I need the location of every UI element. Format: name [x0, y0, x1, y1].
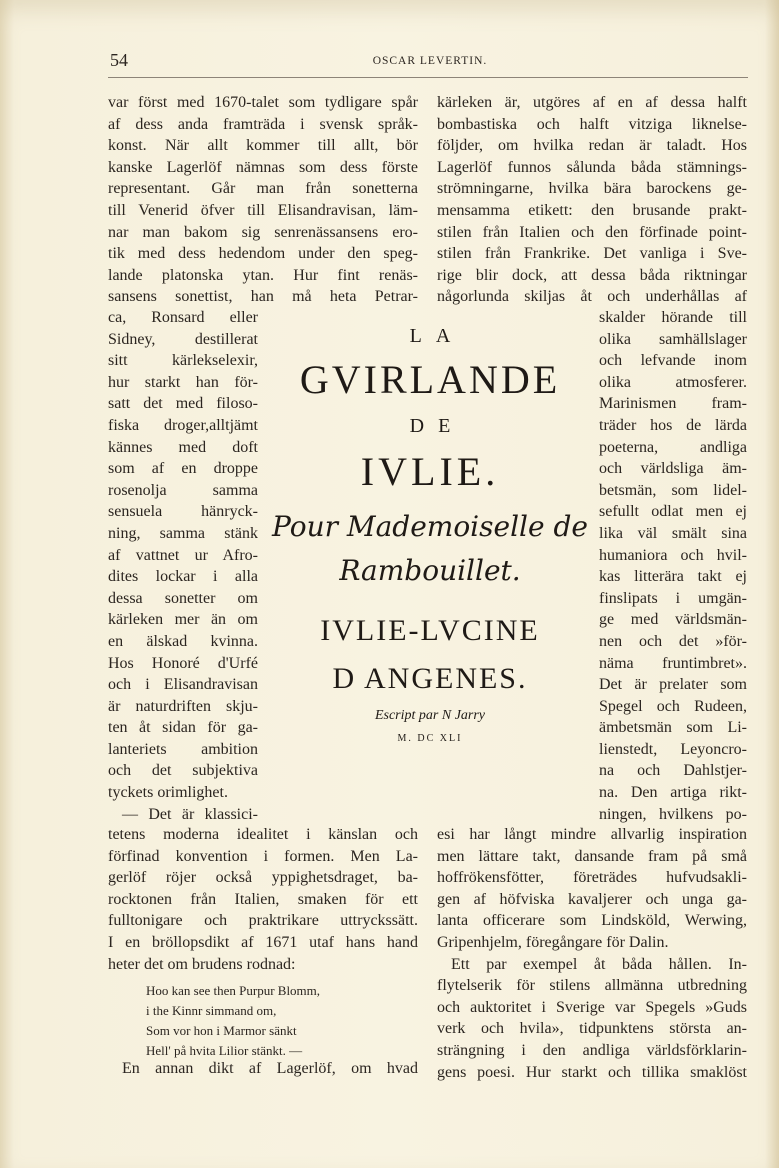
- right-column-bottom: [437, 824, 747, 1083]
- text-line: rige blir dock, att dessa båda riktningar: [437, 266, 747, 284]
- title-line-d-angenes: D ANGENES.: [332, 662, 528, 695]
- text-line: kanske Lagerlöf nämnas som dess förste: [108, 158, 418, 176]
- text-line: lika väl smält sina: [599, 524, 747, 542]
- text-line: dessa sonetter om: [108, 589, 258, 607]
- text-line: hur starkt han för-: [108, 373, 258, 391]
- title-line-la: LA: [409, 325, 465, 347]
- text-line: till Venerid öfver till Elisandravisan, läm-: [108, 201, 418, 219]
- text-line: ningen, hvilkens po-: [599, 805, 747, 823]
- text-line: lienstedt, Leyoncro-: [599, 740, 747, 758]
- text-line: tyckets orimlighet.: [108, 784, 228, 802]
- text-line: ämbetsmän som Li-: [599, 719, 747, 737]
- text-line: af dess anda framträda i svensk språk-: [108, 115, 418, 133]
- text-line: sefullt odlat men ej: [599, 503, 747, 521]
- text-line: Ett par exempel åt båda hållen. In-: [451, 955, 747, 973]
- text-line: en älskad kvinna.: [108, 632, 258, 650]
- text-line: satt det med filoso-: [108, 395, 258, 413]
- title-line-rambouillet: Rambouillet.: [339, 554, 521, 587]
- right-column-narrow: [599, 307, 747, 825]
- text-line: kärleken är, utgöres af en af dessa halft: [437, 94, 747, 111]
- text-line: mensamma etikett: den brusande prakt-: [437, 201, 747, 219]
- right-column-top: [437, 92, 747, 308]
- text-line: En annan dikt af Lagerlöf, om hvad: [122, 1060, 418, 1077]
- text-line: och det subjektiva: [108, 762, 258, 780]
- text-line: förfinad konvention i formen. Men La-: [108, 847, 418, 865]
- text-line: ca, Ronsard eller: [108, 309, 258, 326]
- text-line: humaniora och hvil-: [599, 546, 747, 564]
- text-line: som af en droppe: [108, 460, 258, 478]
- text-line: är naturdriften skju-: [108, 697, 258, 715]
- text-line: betsmän, som lidel-: [599, 481, 747, 499]
- text-line: Marinismen fram-: [599, 395, 747, 413]
- text-line: poeterna, andliga: [599, 438, 747, 456]
- text-line: ge med världsmän-: [599, 611, 747, 629]
- text-line: na. Den artiga rikt-: [599, 784, 747, 802]
- text-line: stilen från Frankrike. Det vanliga i Sve-: [437, 245, 747, 263]
- left-column-bottom: [108, 824, 418, 975]
- text-line: skalder hörande till: [599, 309, 747, 326]
- text-line: gens poesi. Hur starkt och tillika smaklöst: [437, 1063, 747, 1081]
- text-line: I en bröllopsdikt af 1671 utaf hans hand: [108, 933, 418, 951]
- text-line: gen af höfviska kavaljerer och unga ga-: [437, 890, 747, 908]
- text-line: träder hos de lärda: [599, 416, 747, 434]
- text-line: lande platonska ytan. Hur fint renäs-: [108, 266, 418, 284]
- left-column-top: [108, 92, 418, 308]
- title-line-ivlie-lvcine: IVLIE-LVCINE: [320, 614, 540, 647]
- title-year: M. DC XLI: [397, 733, 463, 744]
- text-line: sitt kärlekselexir,: [108, 352, 258, 370]
- text-line: och auktoritet i Sverige var Spegels »Guds: [437, 998, 747, 1016]
- running-head: OSCAR LEVERTIN.: [372, 55, 488, 67]
- title-line-gvirlande: GVIRLANDE: [299, 357, 561, 402]
- poem-line: Hoo kan see then Purpur Blomm,: [146, 983, 321, 998]
- text-line: näma fruntimbret».: [599, 654, 747, 672]
- text-line: nar man bakom sig senrenässansens ero-: [108, 223, 418, 241]
- left-column-narrow: [108, 307, 258, 825]
- page-number: 54: [110, 50, 128, 70]
- text-line: bombastiska och halft vitziga liknelse-: [437, 115, 747, 133]
- text-line: — Det är klassici-: [122, 805, 258, 823]
- poem-line: Hell' på hvita Lilior stänkt. —: [146, 1043, 303, 1058]
- text-line: rocktonen från Italien, smaken för ett: [108, 890, 418, 908]
- poem-line: i the Kinnr simmand om,: [146, 1003, 277, 1018]
- text-line: Hos Honoré d'Urfé: [108, 654, 258, 672]
- text-line: strömningarne, hvilka bära barockens ge-: [437, 180, 747, 198]
- text-line: sensuela hänryck-: [108, 503, 258, 521]
- text-line: olika atmosferer.: [599, 373, 747, 391]
- text-line: nen och det »för-: [599, 632, 747, 650]
- title-page-illustration: [262, 325, 598, 749]
- text-line: kas litterära takt ej: [599, 568, 747, 586]
- text-line: och lefvande inom: [599, 352, 747, 370]
- text-line: fulltonigare och praktrikare uttryckssätt.: [108, 912, 418, 930]
- text-line: na och Dahlstjer-: [599, 762, 747, 780]
- text-line: tik med dess hedendom under den speg-: [108, 245, 418, 263]
- text-line: olika samhällslager: [599, 330, 747, 348]
- header-rule: [108, 77, 748, 78]
- text-line: Spegel och Rudeen,: [599, 697, 747, 715]
- text-line: flytelserik för stilens allmänna utbredning: [437, 977, 747, 995]
- text-line: Lagerlöf funnos sålunda båda stämnings-: [437, 158, 747, 176]
- text-line: någorlunda skiljas åt och underhållas af: [437, 288, 747, 306]
- text-line: Det är prelater som: [599, 676, 747, 694]
- text-line: fiska droger,alltjämt: [108, 416, 258, 434]
- title-scribe: Escript par N Jarry: [374, 708, 486, 723]
- text-line: sansens sonettist, han må heta Petrar-: [108, 288, 418, 306]
- text-line: af vattnet ur Afro-: [108, 546, 258, 564]
- text-line: representant. Går man från sonetterna: [108, 180, 418, 198]
- text-line: rosenolja samma: [108, 481, 258, 499]
- text-line: kännes med doft: [108, 438, 258, 456]
- text-line: hoffrökensfötter, företrädes hufvudsakli-: [437, 869, 747, 887]
- title-line-pour-mademoiselle: Pour Mademoiselle de: [272, 510, 588, 543]
- text-line: Gripenhjelm, föregångare för Dalin.: [437, 933, 669, 951]
- text-line: verk och hvila», tidpunktens största an-: [437, 1020, 747, 1038]
- text-line: finslipats i umgän-: [599, 589, 747, 607]
- text-line: ten åt sidan för ga-: [108, 719, 258, 737]
- text-line: men lättare takt, dansande fram på små: [437, 847, 747, 865]
- text-line: lanteriets ambition: [108, 740, 258, 758]
- text-line: esi har långt mindre allvarlig inspiration: [437, 826, 747, 843]
- text-line: stilen från Italien och den förfinade point-: [437, 223, 747, 241]
- text-line: lanta officerare som Lindsköld, Werwing,: [437, 912, 747, 930]
- text-line: strängning i den andliga världsförklarin-: [437, 1041, 747, 1059]
- poem-quote: [146, 981, 320, 1061]
- text-line: heter det om brudens rodnad:: [108, 955, 296, 973]
- text-line: och världsliga äm-: [599, 460, 747, 478]
- title-line-ivlie: IVLIE.: [360, 449, 500, 494]
- title-line-de: DE: [409, 415, 465, 437]
- text-line: var först med 1670-talet som tydligare spår: [108, 94, 418, 111]
- text-line: ning, samma stänk: [108, 524, 258, 542]
- left-column-end: [108, 1058, 418, 1080]
- text-line: följder, om hvilka redan är taladt. Hos: [437, 137, 747, 155]
- text-line: Sidney, destillerat: [108, 330, 258, 348]
- poem-line: Som vor hon i Marmor sänkt: [146, 1023, 297, 1038]
- text-line: tetens moderna idealitet i känslan och: [108, 826, 418, 843]
- text-line: och i Elisandravisan: [108, 676, 258, 694]
- text-line: gerlöf röjer också yppighetsdraget, ba-: [108, 869, 418, 887]
- text-line: konst. När allt kommer till allt, bör: [108, 137, 418, 155]
- text-line: kärleken mer än om: [108, 611, 258, 629]
- text-line: dites lockar i alla: [108, 568, 258, 586]
